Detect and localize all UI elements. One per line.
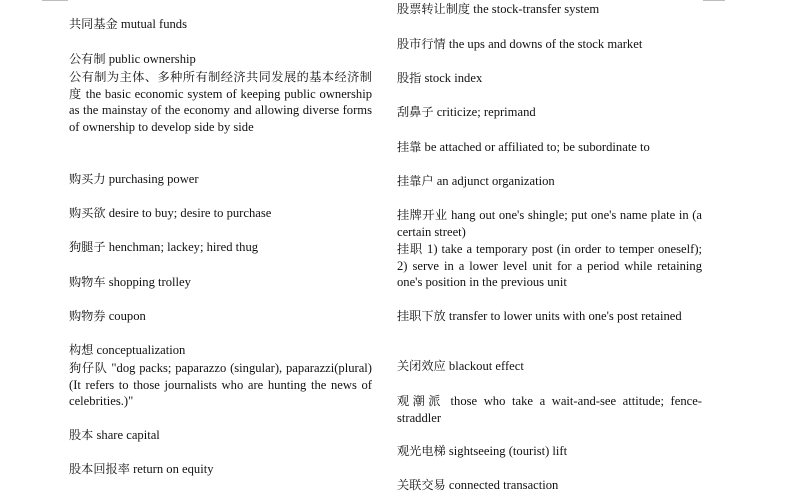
entry-term: 观光电梯 (397, 444, 446, 458)
glossary-entry (397, 36, 702, 53)
glossary-entry (69, 239, 372, 256)
glossary-entry (69, 427, 372, 444)
top-left-rule (42, 0, 68, 1)
glossary-entry (397, 173, 702, 190)
entry-definition: hang out one's shingle; put one's name plate in (a certain street) (397, 208, 703, 239)
entry-term: 狗腿子 (69, 240, 106, 254)
entry-term: 狗仔队 (69, 361, 108, 375)
entry-term: 关联交易 (397, 478, 446, 492)
entry-term: 公有制 (69, 52, 106, 66)
glossary-entry (397, 241, 702, 291)
glossary-entry (69, 69, 372, 135)
entry-term: 关闭效应 (397, 359, 446, 373)
entry-definition: the stock-transfer system (470, 2, 600, 16)
entry-definition: public ownership (105, 52, 196, 66)
glossary-entry (69, 274, 372, 291)
entry-term: 观潮派 (397, 394, 444, 408)
entry-term: 挂靠户 (397, 174, 434, 188)
entry-definition: blackout effect (445, 359, 524, 373)
entry-definition: stock index (421, 71, 483, 85)
glossary-entry (69, 51, 372, 68)
glossary-entry (397, 358, 702, 375)
glossary-entry (397, 207, 702, 240)
entry-term: 股指 (397, 71, 422, 85)
entry-term: 股票转让制度 (397, 2, 471, 16)
entry-term: 共同基金 (69, 17, 118, 31)
entry-definition: coupon (105, 309, 146, 323)
glossary-entry (397, 393, 702, 426)
glossary-entry (397, 477, 702, 494)
glossary-entry (69, 342, 372, 359)
entry-term: 购物券 (69, 309, 106, 323)
entry-definition: conceptualization (93, 343, 186, 357)
entry-definition: purchasing power (105, 172, 199, 186)
glossary-entry (69, 171, 372, 188)
glossary-entry (397, 308, 702, 325)
entry-definition: transfer to lower units with one's post retained (445, 309, 682, 323)
entry-definition: be attached or affiliated to; be subordinate to (421, 140, 650, 154)
entry-term: 构想 (69, 343, 94, 357)
glossary-entry (397, 139, 702, 156)
entry-term: 股本回报率 (69, 462, 130, 476)
glossary-entry (69, 16, 372, 33)
entry-term: 公有制为主体、多种所有制经济共同发展的基本经济制度 (69, 70, 372, 101)
top-right-rule (703, 0, 725, 1)
entry-definition: shopping trolley (105, 275, 191, 289)
entry-definition: mutual funds (117, 17, 188, 31)
glossary-entry (69, 360, 372, 410)
entry-term: 挂职 (397, 242, 424, 256)
entry-term: 股本 (69, 428, 94, 442)
glossary-entry (397, 1, 702, 18)
entry-term: 挂职下放 (397, 309, 446, 323)
entry-definition: an adjunct organization (433, 174, 555, 188)
entry-definition: return on equity (129, 462, 214, 476)
entry-definition: those who take a wait-and-see attitude; fence-straddler (397, 394, 703, 425)
glossary-entry (69, 308, 372, 325)
entry-definition: henchman; lackey; hired thug (105, 240, 259, 254)
glossary-entry (397, 70, 702, 87)
entry-term: 购买欲 (69, 206, 106, 220)
entry-term: 挂靠 (397, 140, 422, 154)
entry-definition: share capital (93, 428, 160, 442)
glossary-entry (69, 205, 372, 222)
entry-term: 股市行情 (397, 37, 446, 51)
entry-definition: 1) take a temporary post (in order to temper oneself); 2) serve in a lower level unit for a period while retaining one's position in the previous unit (397, 242, 703, 290)
glossary-entry (69, 461, 372, 478)
entry-term: 购买力 (69, 172, 106, 186)
entry-term: 刮鼻子 (397, 105, 434, 119)
entry-definition: the ups and downs of the stock market (445, 37, 643, 51)
glossary-entry (397, 443, 702, 460)
entry-definition: criticize; reprimand (433, 105, 536, 119)
entry-term: 购物车 (69, 275, 106, 289)
entry-term: 挂牌开业 (397, 208, 448, 222)
glossary-entry (397, 104, 702, 121)
entry-definition: desire to buy; desire to purchase (105, 206, 272, 220)
entry-definition: sightseeing (tourist) lift (445, 444, 568, 458)
entry-definition: "dog packs; paparazzo (singular), paparazzi(plural) (It refers to those journalists who are hunting the news of celebrities.)" (69, 361, 373, 409)
entry-definition: connected transaction (445, 478, 559, 492)
entry-definition: the basic economic system of keeping public ownership as the mainstay of the economy and allowing diverse forms of ownership to develop side by side (69, 86, 372, 134)
